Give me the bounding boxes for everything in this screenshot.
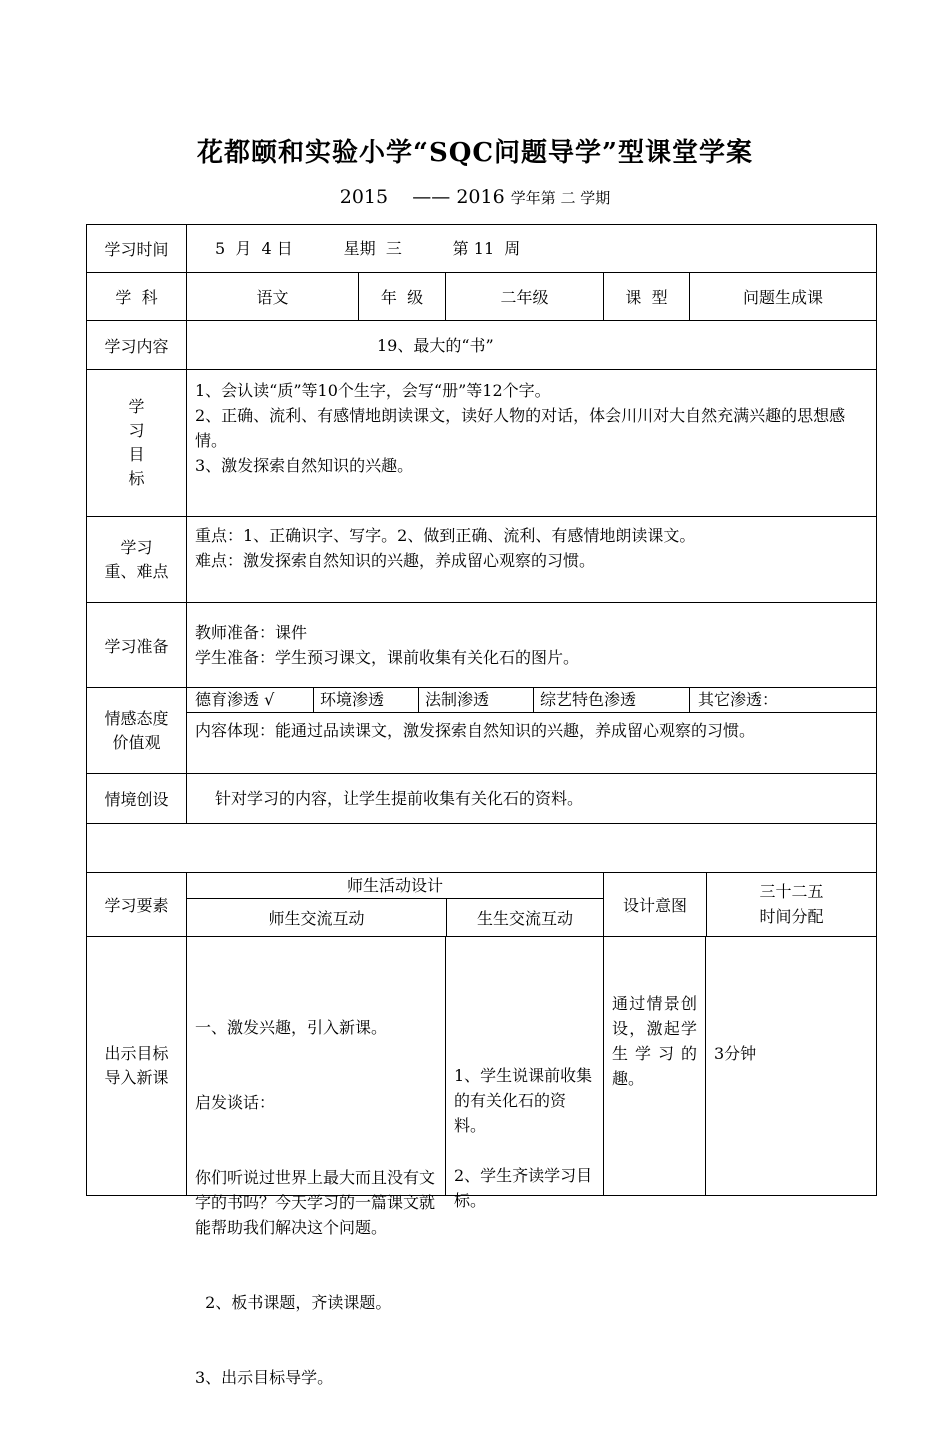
step1-intent-time bbox=[604, 937, 877, 1196]
semester-suffix: 学年第 二 学期 bbox=[510, 189, 611, 207]
keypoint-line: 重点：1、正确识字、写字。2、做到正确、流利、有感情地朗读课文。 bbox=[195, 526, 696, 545]
grade-label: 年 级 bbox=[359, 273, 446, 321]
page-title: 花都颐和实验小学“SQC问题导学”型课堂学案 bbox=[196, 138, 754, 168]
content-value: 19、最大的“书” bbox=[187, 321, 877, 370]
emotion-label-line: 情感态度 bbox=[104, 708, 169, 728]
step1-teacher-line: 2、板书课题，齐读课题。 bbox=[195, 1293, 392, 1312]
lesson-plan-table bbox=[86, 224, 877, 1387]
step1-teacher-line: 你们听说过世界上最大而且没有文字的书吗？今天学习的一篇课文就能帮助我们解决这个问题。 bbox=[195, 1168, 436, 1237]
keypoints-label-line: 重、难点 bbox=[104, 561, 169, 581]
step1-teacher-line: 启发谈话： bbox=[195, 1093, 276, 1112]
subject-label: 学 科 bbox=[87, 273, 187, 321]
time-allocation-header bbox=[707, 873, 876, 936]
year-dash: —— bbox=[412, 186, 451, 208]
goals-label-char: 习 bbox=[128, 421, 145, 440]
step1-label bbox=[87, 937, 187, 1196]
grade-value: 二年级 bbox=[446, 273, 604, 321]
emotion-content bbox=[187, 688, 877, 774]
keypoints-label-line: 学习 bbox=[120, 537, 153, 557]
step1-activity bbox=[187, 937, 604, 1387]
emotion-tag-environment: 环境渗透 bbox=[314, 688, 419, 712]
step1-teacher-line: 3、出示目标导学。 bbox=[195, 1368, 334, 1387]
goal-line: 1、会认读“质”等10个生字，会写“册”等12个字。 bbox=[195, 381, 551, 400]
intent-time-header bbox=[604, 873, 877, 937]
step1-label-line: 出示目标 bbox=[104, 1044, 169, 1063]
prep-line: 学生准备：学生预习课文，课前收集有关化石的图片。 bbox=[195, 648, 580, 667]
emotion-detail: 内容体现：能通过品读课文，激发探索自然知识的兴趣，养成留心观察的习惯。 bbox=[195, 721, 756, 740]
step1-intent: 通过情景创设，激起学生学习的趣。 bbox=[604, 937, 706, 1195]
time-allocation-header-line: 三十二五 bbox=[759, 882, 824, 901]
goals-content bbox=[187, 370, 877, 517]
keypoint-line: 难点：激发探索自然知识的兴趣，养成留心观察的习惯。 bbox=[195, 551, 596, 570]
keypoints-content bbox=[187, 517, 877, 603]
time-label: 学习时间 bbox=[87, 225, 187, 273]
step1-teacher bbox=[187, 937, 446, 1387]
prep-content bbox=[187, 603, 877, 688]
goals-label-char: 学 bbox=[128, 397, 145, 416]
step1-label-line: 导入新课 bbox=[104, 1068, 169, 1087]
subject-value: 语文 bbox=[187, 273, 359, 321]
teacher-interaction-header: 师生交流互动 bbox=[187, 899, 447, 936]
step1-student-line: 2、学生齐读学习目标。 bbox=[454, 1166, 593, 1210]
keypoints-label bbox=[87, 517, 187, 603]
goals-label-char: 标 bbox=[128, 469, 145, 488]
emotion-label-line: 价值观 bbox=[112, 732, 161, 752]
situation-value: 针对学习的内容，让学生提前收集有关化石的资料。 bbox=[187, 774, 877, 824]
goal-line: 3、激发探索自然知识的兴趣。 bbox=[195, 456, 414, 475]
goals-label-char: 目 bbox=[128, 445, 145, 464]
emotion-tag-other: 其它渗透： bbox=[698, 690, 779, 709]
goal-line: 2、正确、流利、有感情地朗读课文，读好人物的对话，体会川川对大自然充满兴趣的思想感情。 bbox=[195, 406, 846, 450]
year-end: 2016 bbox=[456, 186, 505, 208]
step1-teacher-line: 一、激发兴趣，引入新课。 bbox=[195, 1018, 388, 1037]
emotion-tag-arts: 综艺特色渗透 bbox=[534, 688, 690, 712]
student-interaction-header: 生生交流互动 bbox=[476, 909, 573, 928]
semester-line bbox=[0, 186, 950, 208]
step1-student-line: 1、学生说课前收集的有关化石的资料。 bbox=[454, 1066, 593, 1135]
situation-label: 情境创设 bbox=[87, 774, 187, 824]
emotion-tags bbox=[187, 688, 876, 713]
intent-header: 设计意图 bbox=[604, 873, 707, 936]
goals-label bbox=[87, 370, 187, 517]
step1-time: 3分钟 bbox=[714, 1044, 757, 1063]
emotion-tag-law: 法制渗透 bbox=[419, 688, 534, 712]
element-header: 学习要素 bbox=[87, 873, 187, 937]
content-label: 学习内容 bbox=[87, 321, 187, 370]
prep-line: 教师准备：课件 bbox=[195, 623, 308, 642]
step1-student bbox=[446, 937, 603, 1210]
lesson-type-value: 问题生成课 bbox=[690, 273, 877, 321]
prep-label: 学习准备 bbox=[87, 603, 187, 688]
empty-row bbox=[87, 824, 877, 873]
emotion-tag-moral: 德育渗透 √ bbox=[187, 688, 314, 712]
time-value: 5 月 4 日 星期 三 第 11 周 bbox=[187, 225, 877, 273]
emotion-label bbox=[87, 688, 187, 774]
activity-header-title: 师生活动设计 bbox=[187, 873, 603, 899]
lesson-type-label: 课 型 bbox=[604, 273, 690, 321]
activity-header bbox=[187, 873, 604, 937]
year-start: 2015 bbox=[339, 186, 389, 208]
time-allocation-header-line: 时间分配 bbox=[759, 907, 824, 926]
